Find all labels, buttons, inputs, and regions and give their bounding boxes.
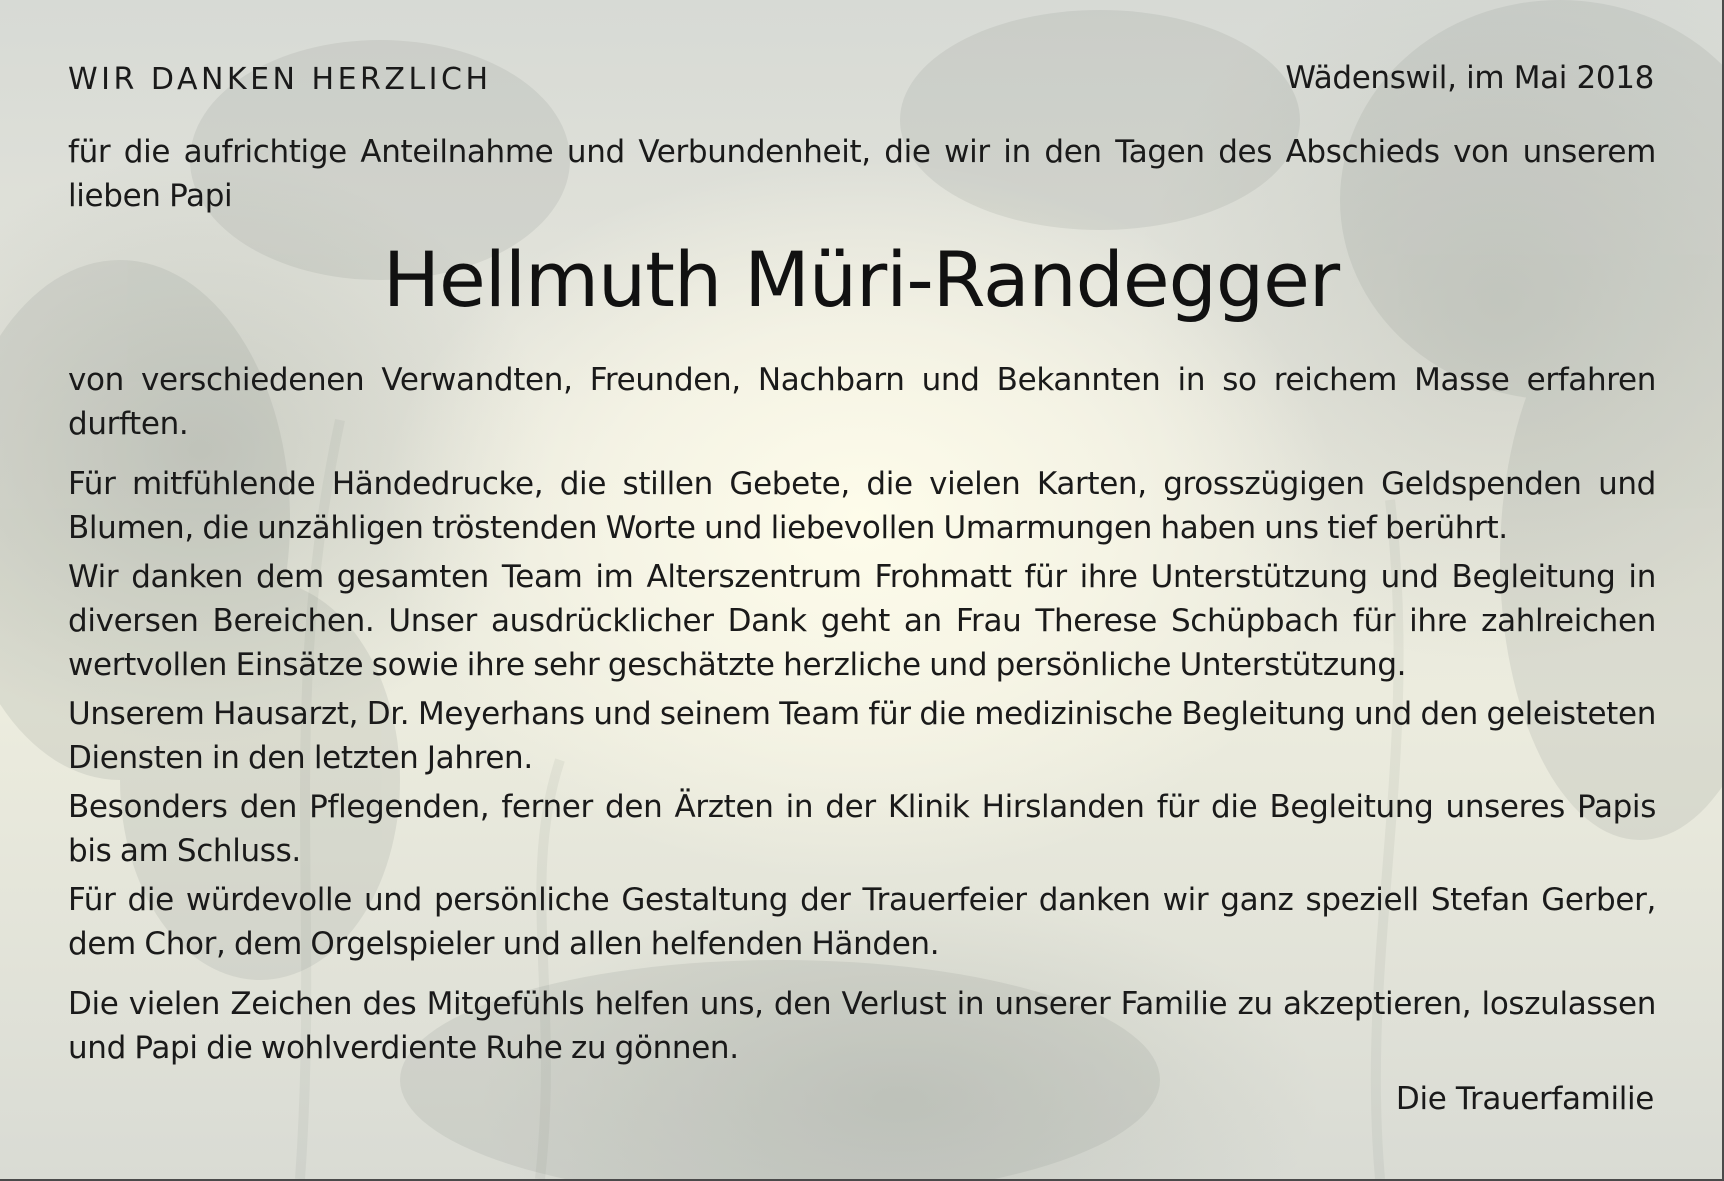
signature: Die Trauerfamilie — [1395, 1081, 1654, 1117]
paragraph-closing: Die vielen Zeichen des Mitgefühls helfen uns, den Verlust in unserer Familie zu akzeptieren, loszulassen und Papi die wohlverdiente Ruhe zu gönnen. — [68, 986, 1656, 1066]
deceased-name: Hellmuth Müri-Randegger — [382, 235, 1340, 324]
notice-heading: WIR DANKEN HERZLICH — [68, 62, 492, 97]
paragraph-funeral-service: Für die würdevolle und persönliche Gestaltung der Trauerfeier danken wir ganz speziell Stefan Gerber, dem Chor, dem Orgelspieler und allen helfenden Händen. — [68, 882, 1656, 962]
paragraph-acknowledgement: von verschiedenen Verwandten, Freunden, Nachbarn und Bekannten in so reichem Masse erfahren durften. — [68, 362, 1656, 442]
intro-text: für die aufrichtige Anteilnahme und Verbundenheit, die wir in den Tagen des Abschieds von unserem lieben Papi — [68, 134, 1656, 214]
paragraph-family-doctor: Unserem Hausarzt, Dr. Meyerhans und seinem Team für die medizinische Begleitung und den geleisteten Diensten in den letzten Jahren. — [68, 696, 1656, 776]
paragraph-condolences: Für mitfühlende Händedrucke, die stillen Gebete, die vielen Karten, grosszügigen Geldspenden und Blumen, die unzähligen tröstenden Worte und liebevollen Umarmungen haben uns tief berührt. — [68, 466, 1656, 546]
paragraph-clinic: Besonders den Pflegenden, ferner den Ärzten in der Klinik Hirslanden für die Begleitung unseres Papis bis am Schluss. — [68, 789, 1656, 869]
place-and-date: Wädenswil, im Mai 2018 — [1285, 60, 1654, 96]
paragraph-care-center: Wir danken dem gesamten Team im Alterszentrum Frohmatt für ihre Unterstützung und Begleitung in diversen Bereichen. Unser ausdrücklicher Dank geht an Frau Therese Schüpbach für ihre zahlreichen wertvollen Einsätze sowie ihre sehr geschätzte herzliche und persönliche Unterstützung. — [68, 559, 1656, 683]
